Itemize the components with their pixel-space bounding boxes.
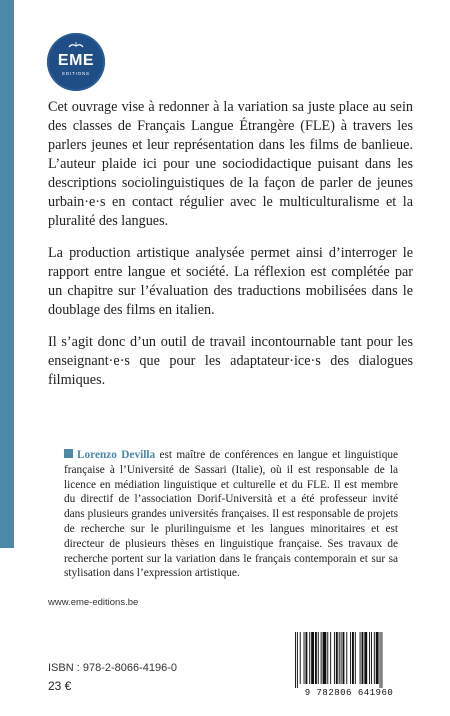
author-name: Lorenzo Devilla xyxy=(77,449,156,461)
author-bio-text: est maître de conférences en langue et linguistique française à l’Université de Sassari (Italie), où il est responsable de la licence en médiation linguistique et culturelle et du FLE. Il est membre du directif de l’association Dorif-Università et a été professeur invité dans plusieurs grandes universités françaises. Il est responsable de projets de recherche sur le plurilinguisme et les langues minoritaires et est directeur de plusieurs thèses en linguistique française. Ses travaux de recherche portent sur la variation dans le français contemporain et sur sa stylisation dans l’expression artistique. xyxy=(64,449,398,580)
author-bio xyxy=(64,448,398,581)
isbn-text: ISBN : 978-2-8066-4196-0 xyxy=(48,662,178,674)
back-cover-blurb xyxy=(48,98,413,390)
blurb-paragraph-2: La production artistique analysée permet ainsi d’interroger le rapport entre langue et société. La réflexion est complétée par un chapitre sur l’évaluation des traductions mobilisées dans le doublage des films en italien. xyxy=(48,245,413,318)
barcode-digits: 9 782806 641960 xyxy=(304,688,394,698)
logo-mark: EME xyxy=(57,51,95,69)
open-book-icon xyxy=(68,41,84,48)
price-text: 23 € xyxy=(48,679,72,693)
blurb-paragraph-1: Cet ouvrage vise à redonner à la variation sa juste place au sein des classes de Français Langue Étrangère (FLE) à travers les parlers jeunes et leur représentation dans les films de banlieue. L’auteur plaide ici pour une sociodidactique puisant dans les descriptions sociolinguistiques de la façon de parler de jeunes urbain·e·s en contact régulier avec le multiculturalisme et la pluralité des langues. xyxy=(48,99,413,229)
barcode-bars xyxy=(291,632,407,688)
publisher-website: www.eme-editions.be xyxy=(48,597,139,608)
publisher-logo xyxy=(47,33,105,91)
accent-side-bar xyxy=(0,0,14,548)
blurb-paragraph-3: Il s’agit donc d’un outil de travail incontournable tant pour les enseignant·e·s que pour les adaptateur·ice·s des dialogues filmiques. xyxy=(48,334,413,388)
barcode xyxy=(285,630,413,705)
bio-marker-square xyxy=(64,449,73,458)
logo-subtitle: EDITIONS xyxy=(62,70,90,76)
